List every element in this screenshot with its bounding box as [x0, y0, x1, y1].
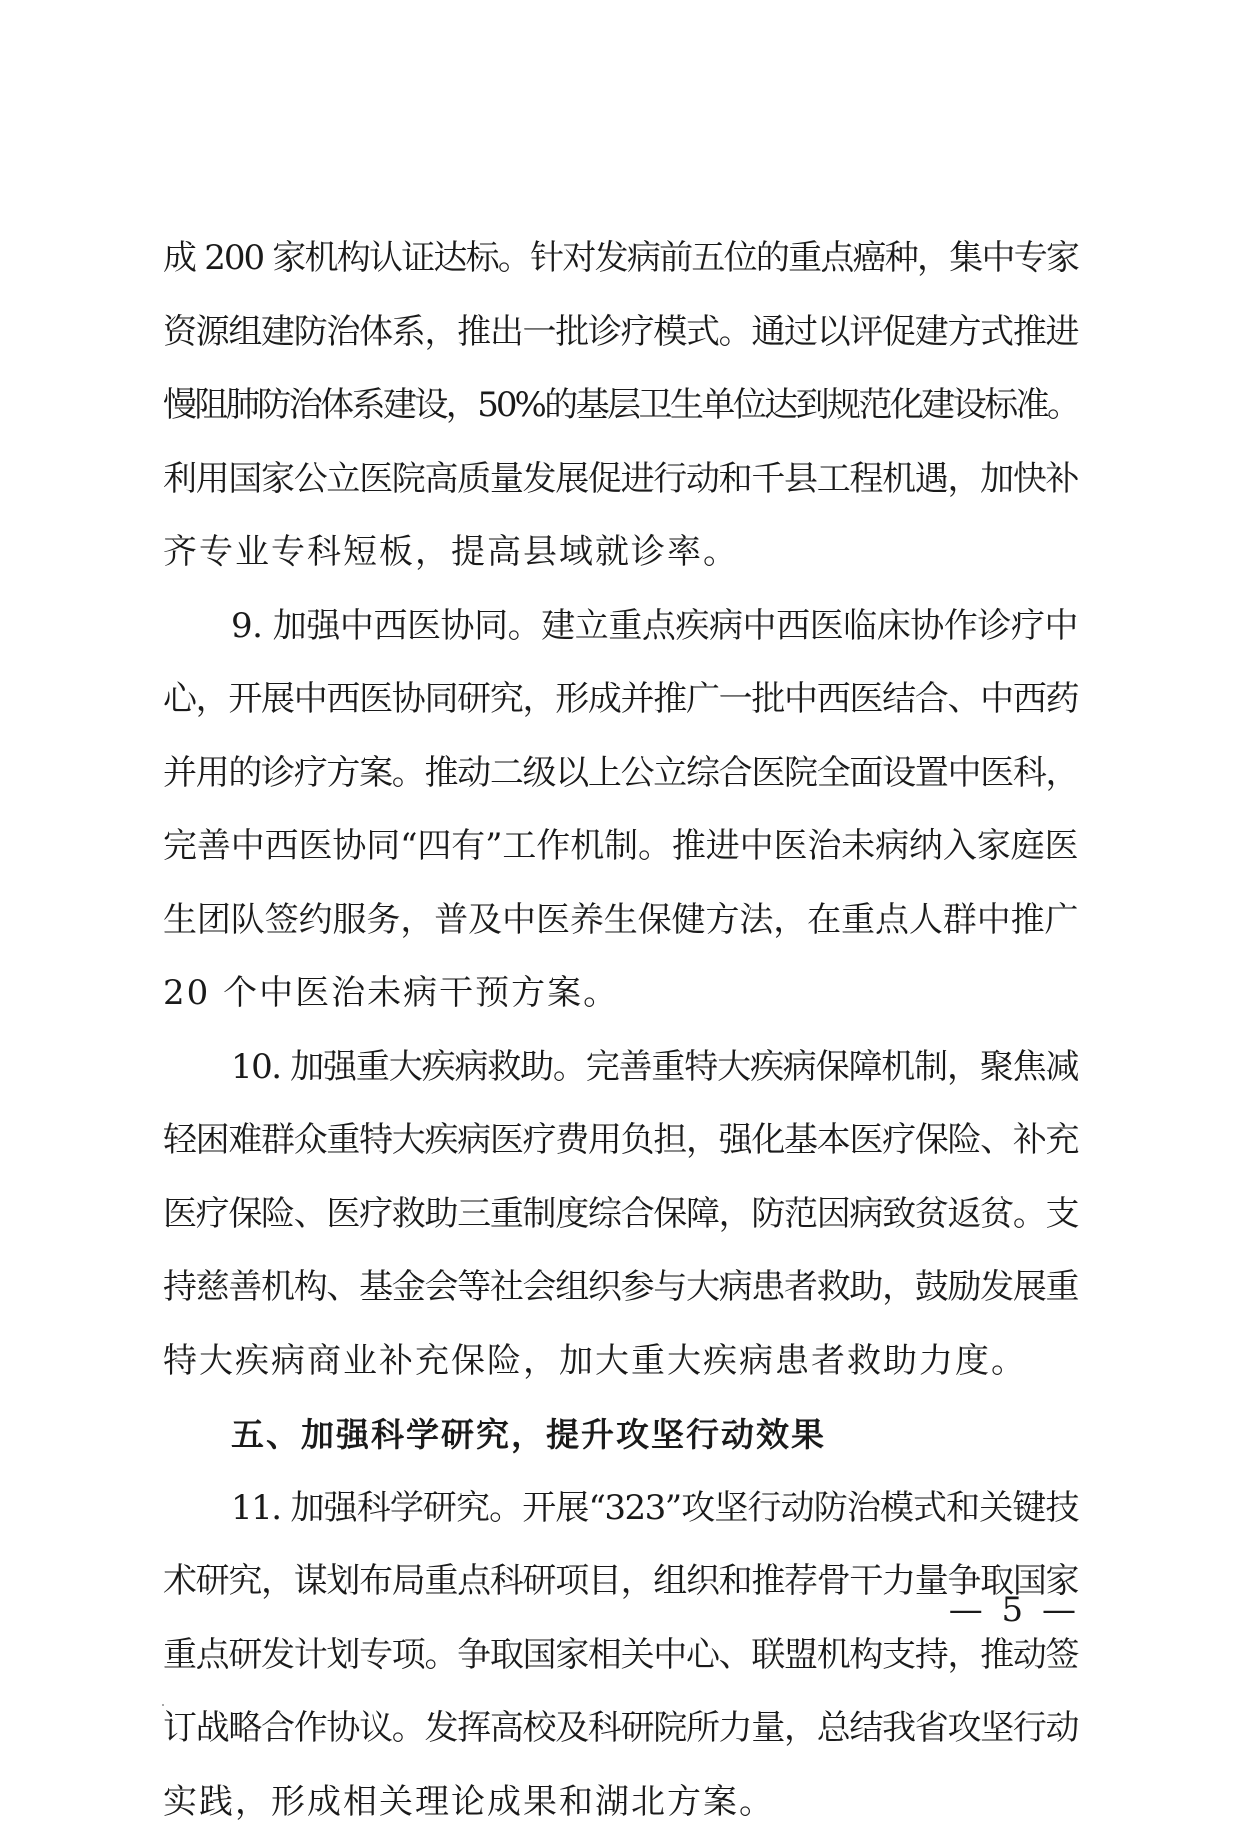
- text-line: 成 200 家机构认证达标。针对发病前五位的重点癌种，集中专家: [163, 222, 1078, 296]
- text-line: 心，开展中西医协同研究，形成并推广一批中西医结合、中西药: [163, 663, 1078, 737]
- text-line: 慢阻肺防治体系建设，50%的基层卫生单位达到规范化建设标准。: [163, 369, 1078, 443]
- text-line: 特大疾病商业补充保险，加大重大疾病患者救助力度。: [163, 1325, 1078, 1399]
- text-line: 完善中西医协同“四有”工作机制。推进中医治未病纳入家庭医: [163, 810, 1078, 884]
- text-line: 利用国家公立医院高质量发展促进行动和千县工程机遇，加快补: [163, 443, 1078, 517]
- text-line: 持慈善机构、基金会等社会组织参与大病患者救助，鼓励发展重: [163, 1251, 1078, 1325]
- text-line: 20 个中医治未病干预方案。: [163, 957, 1078, 1031]
- page-number: — 5 —: [940, 1590, 1080, 1630]
- text-line: 齐专业专科短板，提高县域就诊率。: [163, 516, 1078, 590]
- text-line: 轻困难群众重特大疾病医疗费用负担，强化基本医疗保险、补充: [163, 1104, 1078, 1178]
- text-line: 实践，形成相关理论成果和湖北方案。: [163, 1766, 1078, 1839]
- section-heading: 五、加强科学研究，提升攻坚行动效果: [163, 1398, 1078, 1472]
- text-line: 生团队签约服务，普及中医养生保健方法，在重点人群中推广: [163, 884, 1078, 958]
- paragraph-10-first-line: 10. 加强重大疾病救助。完善重特大疾病保障机制，聚焦减: [163, 1031, 1078, 1105]
- scan-speck: [162, 1704, 164, 1706]
- paragraph-9-first-line: 9. 加强中西医协同。建立重点疾病中西医临床协作诊疗中: [163, 590, 1078, 664]
- text-line: 医疗保险、医疗救助三重制度综合保障，防范因病致贫返贫。支: [163, 1178, 1078, 1252]
- text-line: 资源组建防治体系，推出一批诊疗模式。通过以评促建方式推进: [163, 296, 1078, 370]
- text-line: 并用的诊疗方案。推动二级以上公立综合医院全面设置中医科，: [163, 737, 1078, 811]
- text-line: 术研究，谋划布局重点科研项目，组织和推荐骨干力量争取国家: [163, 1545, 1078, 1619]
- paragraph-11-first-line: 11. 加强科学研究。开展“323”攻坚行动防治模式和关键技: [163, 1472, 1078, 1546]
- text-line: 重点研发计划专项。争取国家相关中心、联盟机构支持，推动签: [163, 1619, 1078, 1693]
- text-line: 订战略合作协议。发挥高校及科研院所力量，总结我省攻坚行动: [163, 1692, 1078, 1766]
